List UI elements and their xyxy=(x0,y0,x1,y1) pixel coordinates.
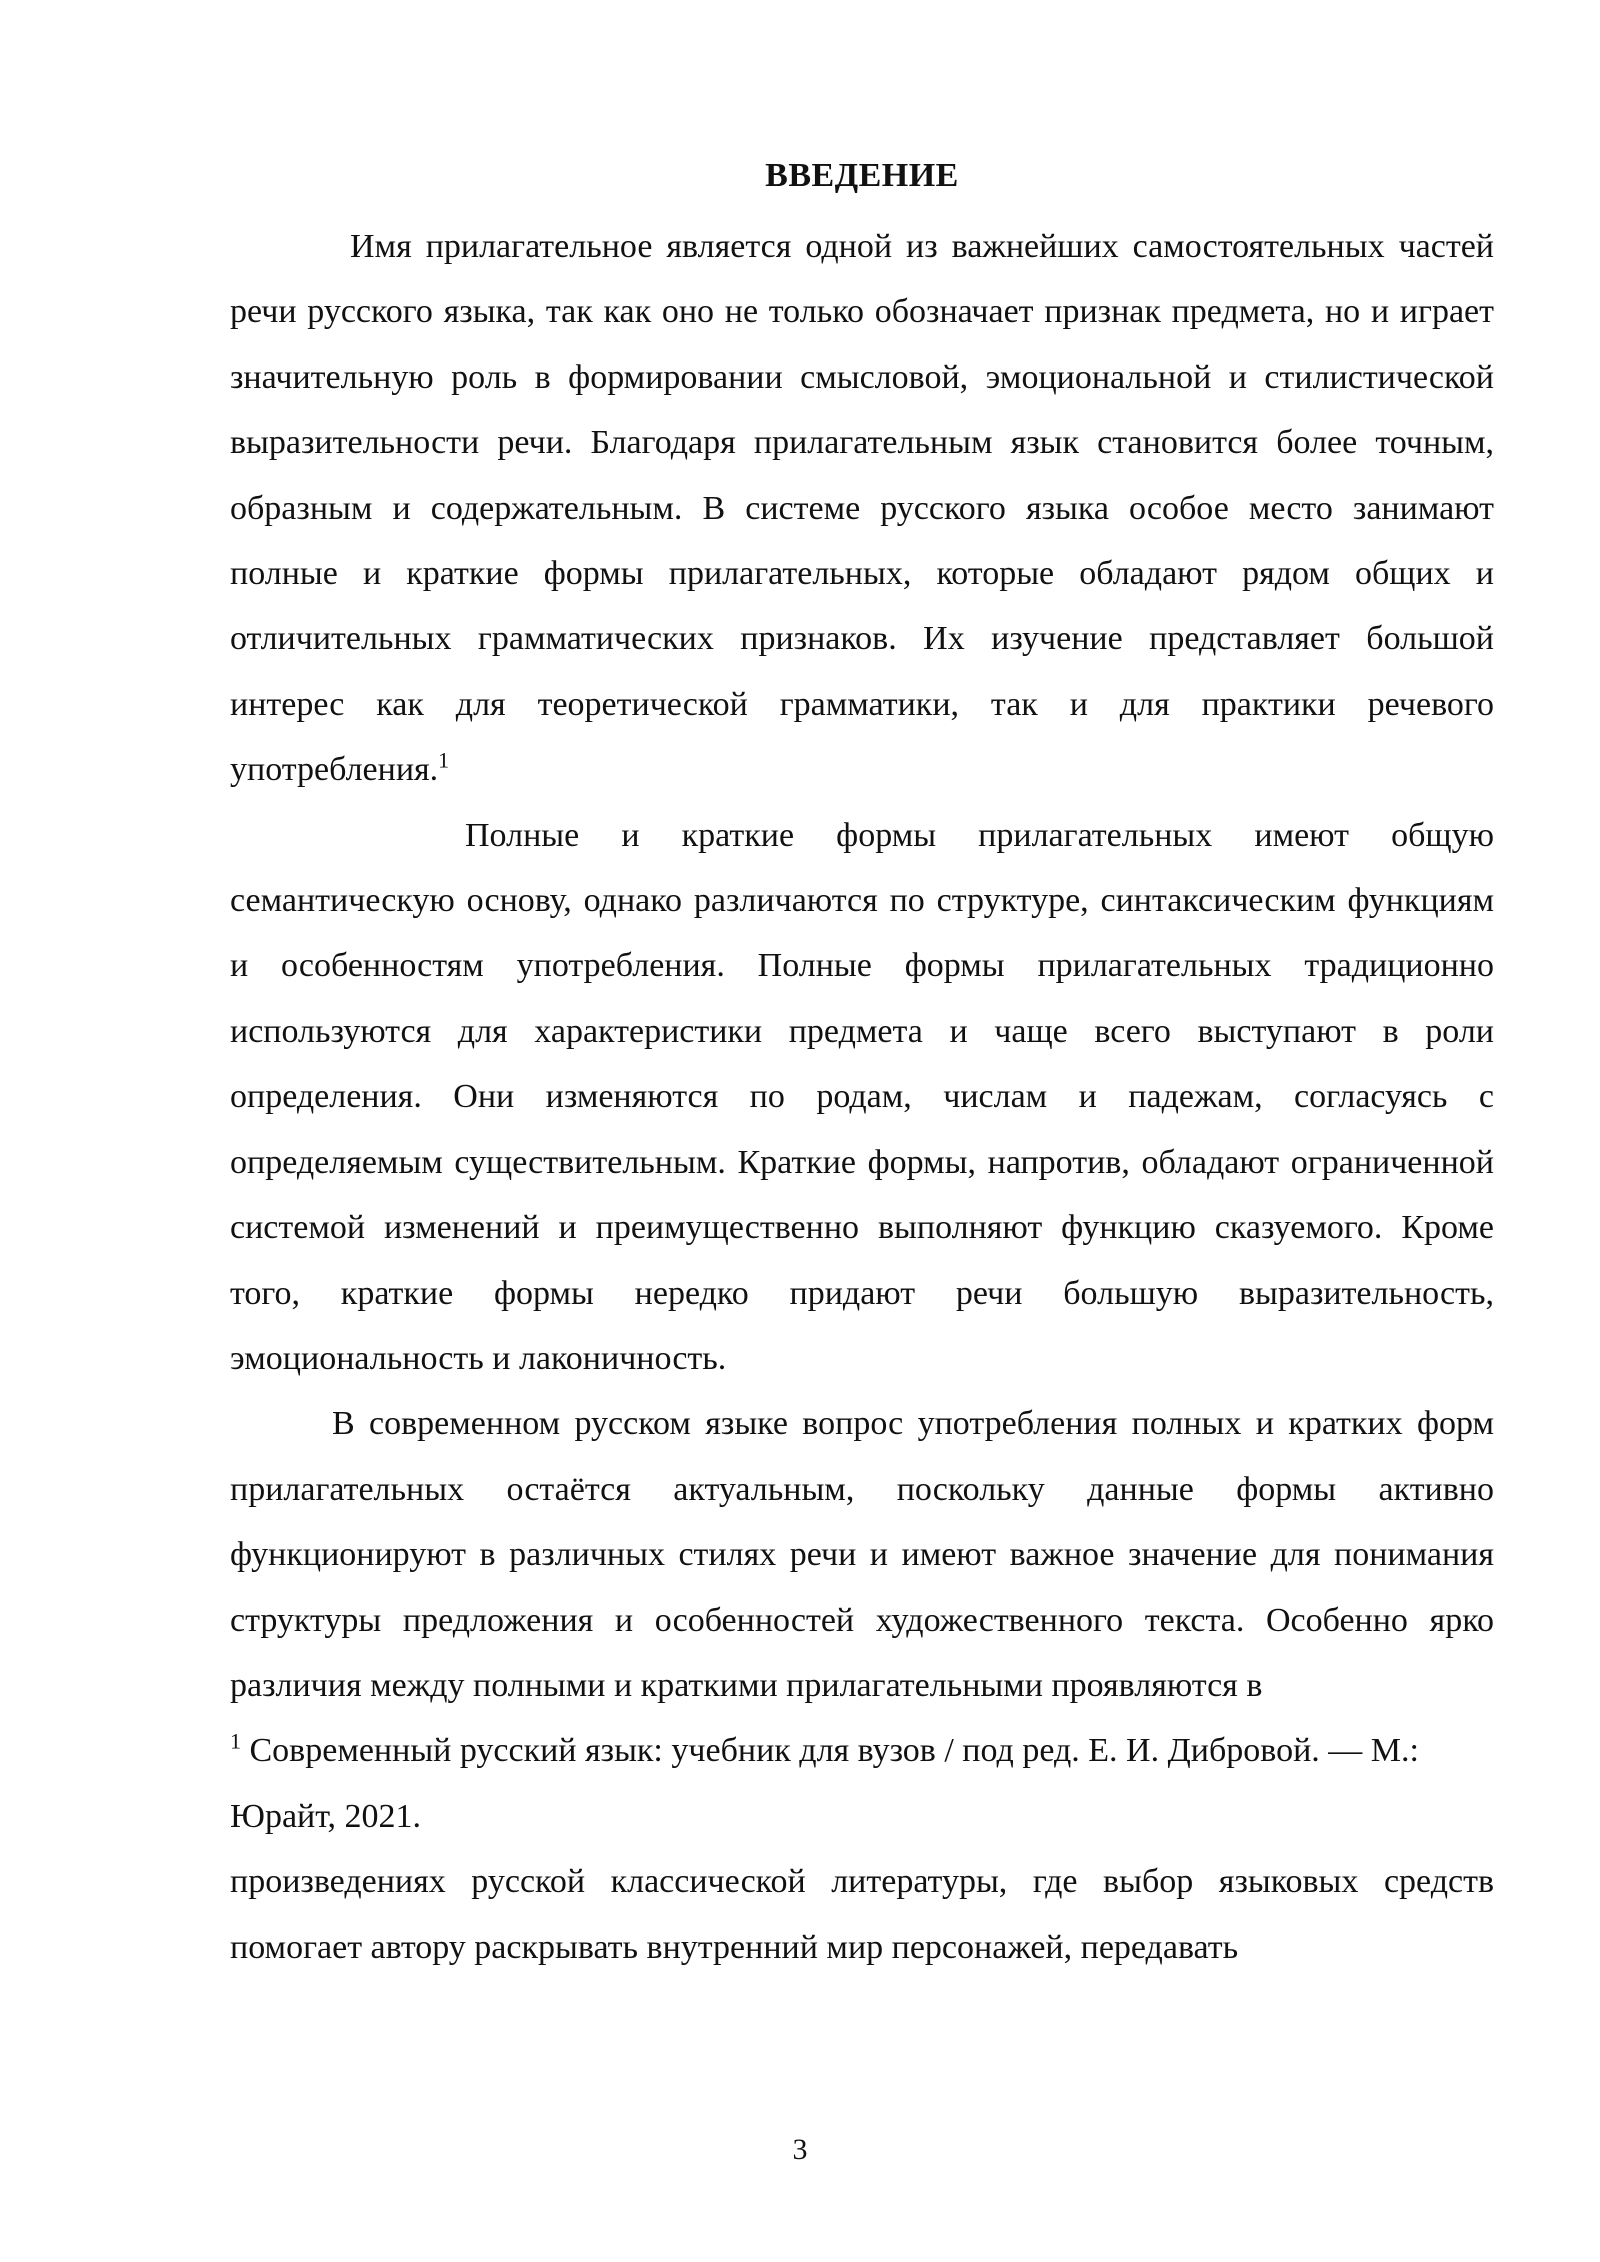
paragraph-1-text: Имя прилагательное является одной из важнейших самостоятельных частей речи русского языка, так как оно не только обозначает признак предмета, но и играет значительную роль в формировании смысловой, эмоциональной и стилистической выразительности речи. Благодаря прилагательным язык становится более точным, образным и содержательным. В системе русского языка особое место занимают полные и краткие формы прилагательных, которые обладают рядом общих и отличительных грамматических признаков. Их изучение представляет большой интерес как для теоретической грамматики, так и для практики речевого употребления. xyxy=(230,228,1494,789)
footnote-reference: 1 xyxy=(438,747,450,773)
footnote-text: Современный русский язык: учебник для вузов / под ред. Е. И. Дибровой. — М.: Юрайт, 2021. xyxy=(230,1732,1419,1835)
section-title: ВВЕДЕНИЕ xyxy=(765,157,959,194)
footnote-marker: 1 xyxy=(230,1729,241,1755)
footnote xyxy=(230,1718,1494,1849)
page-number: 3 xyxy=(792,2133,808,2166)
paragraph-1 xyxy=(230,214,1494,803)
paragraph-2: Полные и краткие формы прилагательных имеют общую семантическую основу, однако различаются по структуре, синтаксическим функциям и особенностям употребления. Полные формы прилагательных традиционно используются для характеристики предмета и чаще всего выступают в роли определения. Они изменяются по родам, числам и падежам, согласуясь с определяемым существительным. Краткие формы, напротив, обладают ограниченной системой изменений и преимущественно выполняют функцию сказуемого. Кроме того, краткие формы нередко придают речи большую выразительность, эмоциональность и лаконичность. xyxy=(230,816,1494,1377)
page-content xyxy=(230,148,1494,1980)
paragraph-3-continued: произведениях русской классической литературы, где выбор языковых средств помогает автору раскрывать внутренний мир персонажей, передавать xyxy=(230,1863,1494,1966)
paragraph-3: В современном русском языке вопрос употребления полных и кратких форм прилагательных остаётся актуальным, поскольку данные формы активно функционируют в различных стилях речи и имеют важное значение для понимания структуры предложения и особенностей художественного текста. Особенно ярко различия между полными и краткими прилагательными проявляются в xyxy=(230,1405,1494,1704)
